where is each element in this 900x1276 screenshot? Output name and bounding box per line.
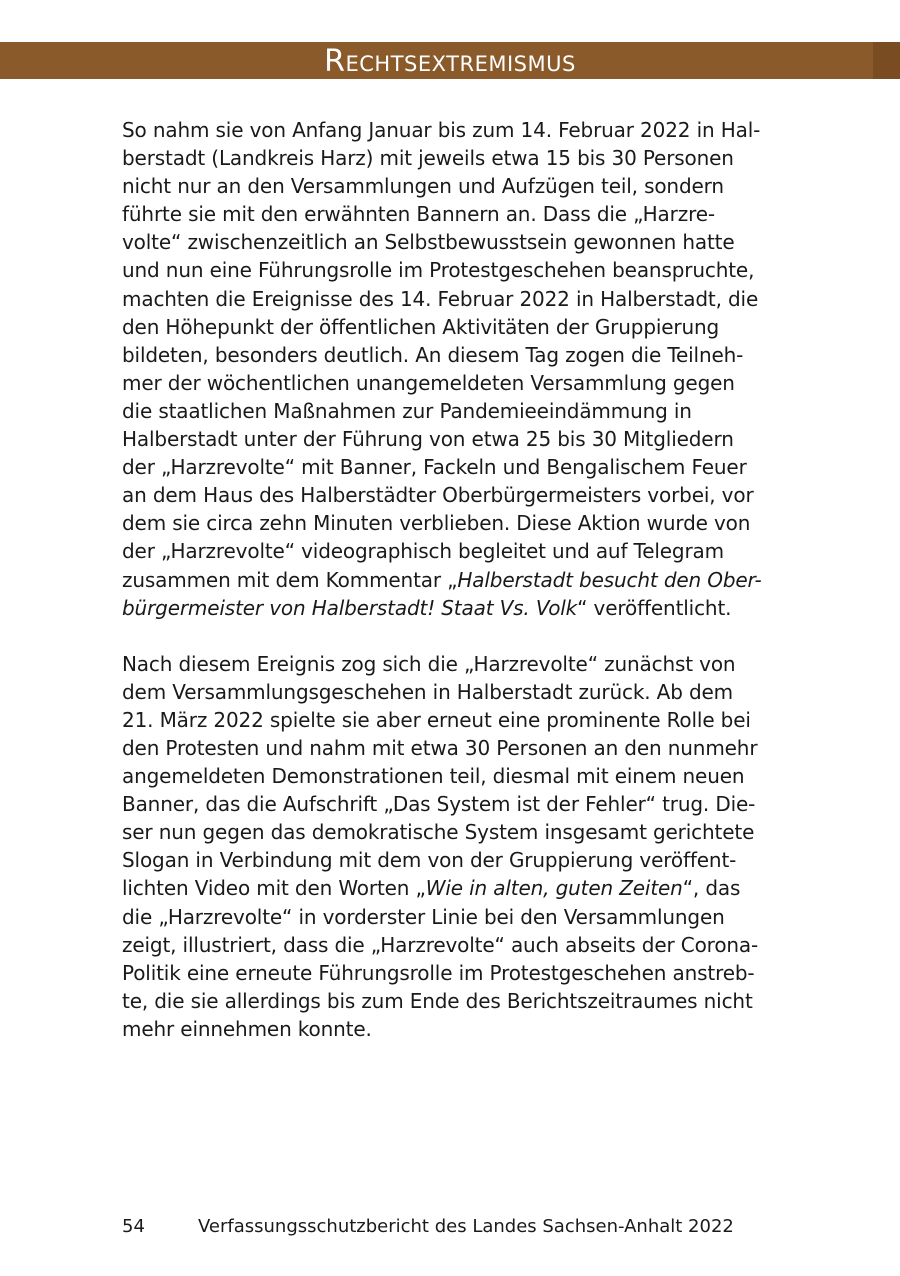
paragraph-1-text: So nahm sie von Anfang Januar bis zum 14. Februar 2022 in Hal- berstadt (Landkreis Harz) mit jeweils etwa 15 bis 30 Personen nicht nur an den Versammlungen und Aufzügen teil, sondern führte sie mit den erwähnten Bannern an. Dass die „Harzre- volte“ zwischenzeitlich an Selbstbewusstsein gewonnen hatte und nun eine Führungsrolle im Protestgeschehen beanspruchte, machten die Ereignisse des 14. Februar 2022 in Halberstadt, die den Höhepunkt der öffentlichen Aktivitäten der Gruppierung bildeten, besonders deutlich. An diesem Tag zogen die Teilneh- mer der wöchentlichen unangemeldeten Versammlung gegen die staatlichen Maßnahmen zur Pandemieeindämmung in Halberstadt unter der Führung von etwa 25 bis 30 Mitgliedern der „Harzrevolte“ mit Banner, Fackeln und Bengalischem Feuer an dem Haus des Halberstädter Oberbürgermeisters vorbei, vor dem sie circa zehn Minuten verblieben. Diese Aktion wurde von der „Harzrevolte“ videographisch begleitet und auf Telegram zusammen mit dem Kommentar „ — [122, 118, 761, 592]
section-title: Rechtsextremismus — [324, 44, 576, 79]
paragraph-2-end: “, das die „Harzrevolte“ in vorderster Linie bei den Versammlungen zeigt, illustriert, dass die „Harzrevolte“ auch abseits der Corona- Politik eine erneute Führungsrolle im Protestgeschehen anstreb- te, die sie allerdings bis zum Ende des Berichtszeitraumes nicht mehr einnehmen konnte. — [122, 876, 759, 1041]
section-header-bar — [0, 42, 900, 79]
paragraph-2 — [122, 650, 782, 1043]
paragraph-2-quote: Wie in alten, guten Zeiten — [425, 876, 683, 901]
main-text — [122, 116, 782, 1071]
paragraph-1-quote: Halberstadt besucht den Ober- bürgermeister von Halberstadt! Staat Vs. Volk — [122, 567, 762, 620]
paragraph-2-text: Nach diesem Ereignis zog sich die „Harzrevolte“ zunächst von dem Versammlungsgeschehen in Halberstadt zurück. Ab dem 21. März 2022 spielte sie aber erneut eine prominente Rolle bei den Protesten und nahm mit etwa 30 Personen an den nunmehr angemeldeten Demonstrationen teil, diesmal mit einem neuen Banner, das die Aufschrift „Das System ist der Fehler“ trug. Die- ser nun gegen das demokratische System insgesamt gerichtete Slogan in Verbindung mit dem von der Gruppierung veröffent- lichten Video mit den Worten „ — [122, 651, 758, 901]
paragraph-1 — [122, 116, 782, 622]
page-number: 54 — [122, 1216, 145, 1237]
paragraph-1-end: “ veröffentlicht. — [577, 595, 732, 620]
publication-title: Verfassungsschutzbericht des Landes Sachsen-Anhalt 2022 — [198, 1216, 734, 1237]
page-footer — [122, 1215, 734, 1239]
